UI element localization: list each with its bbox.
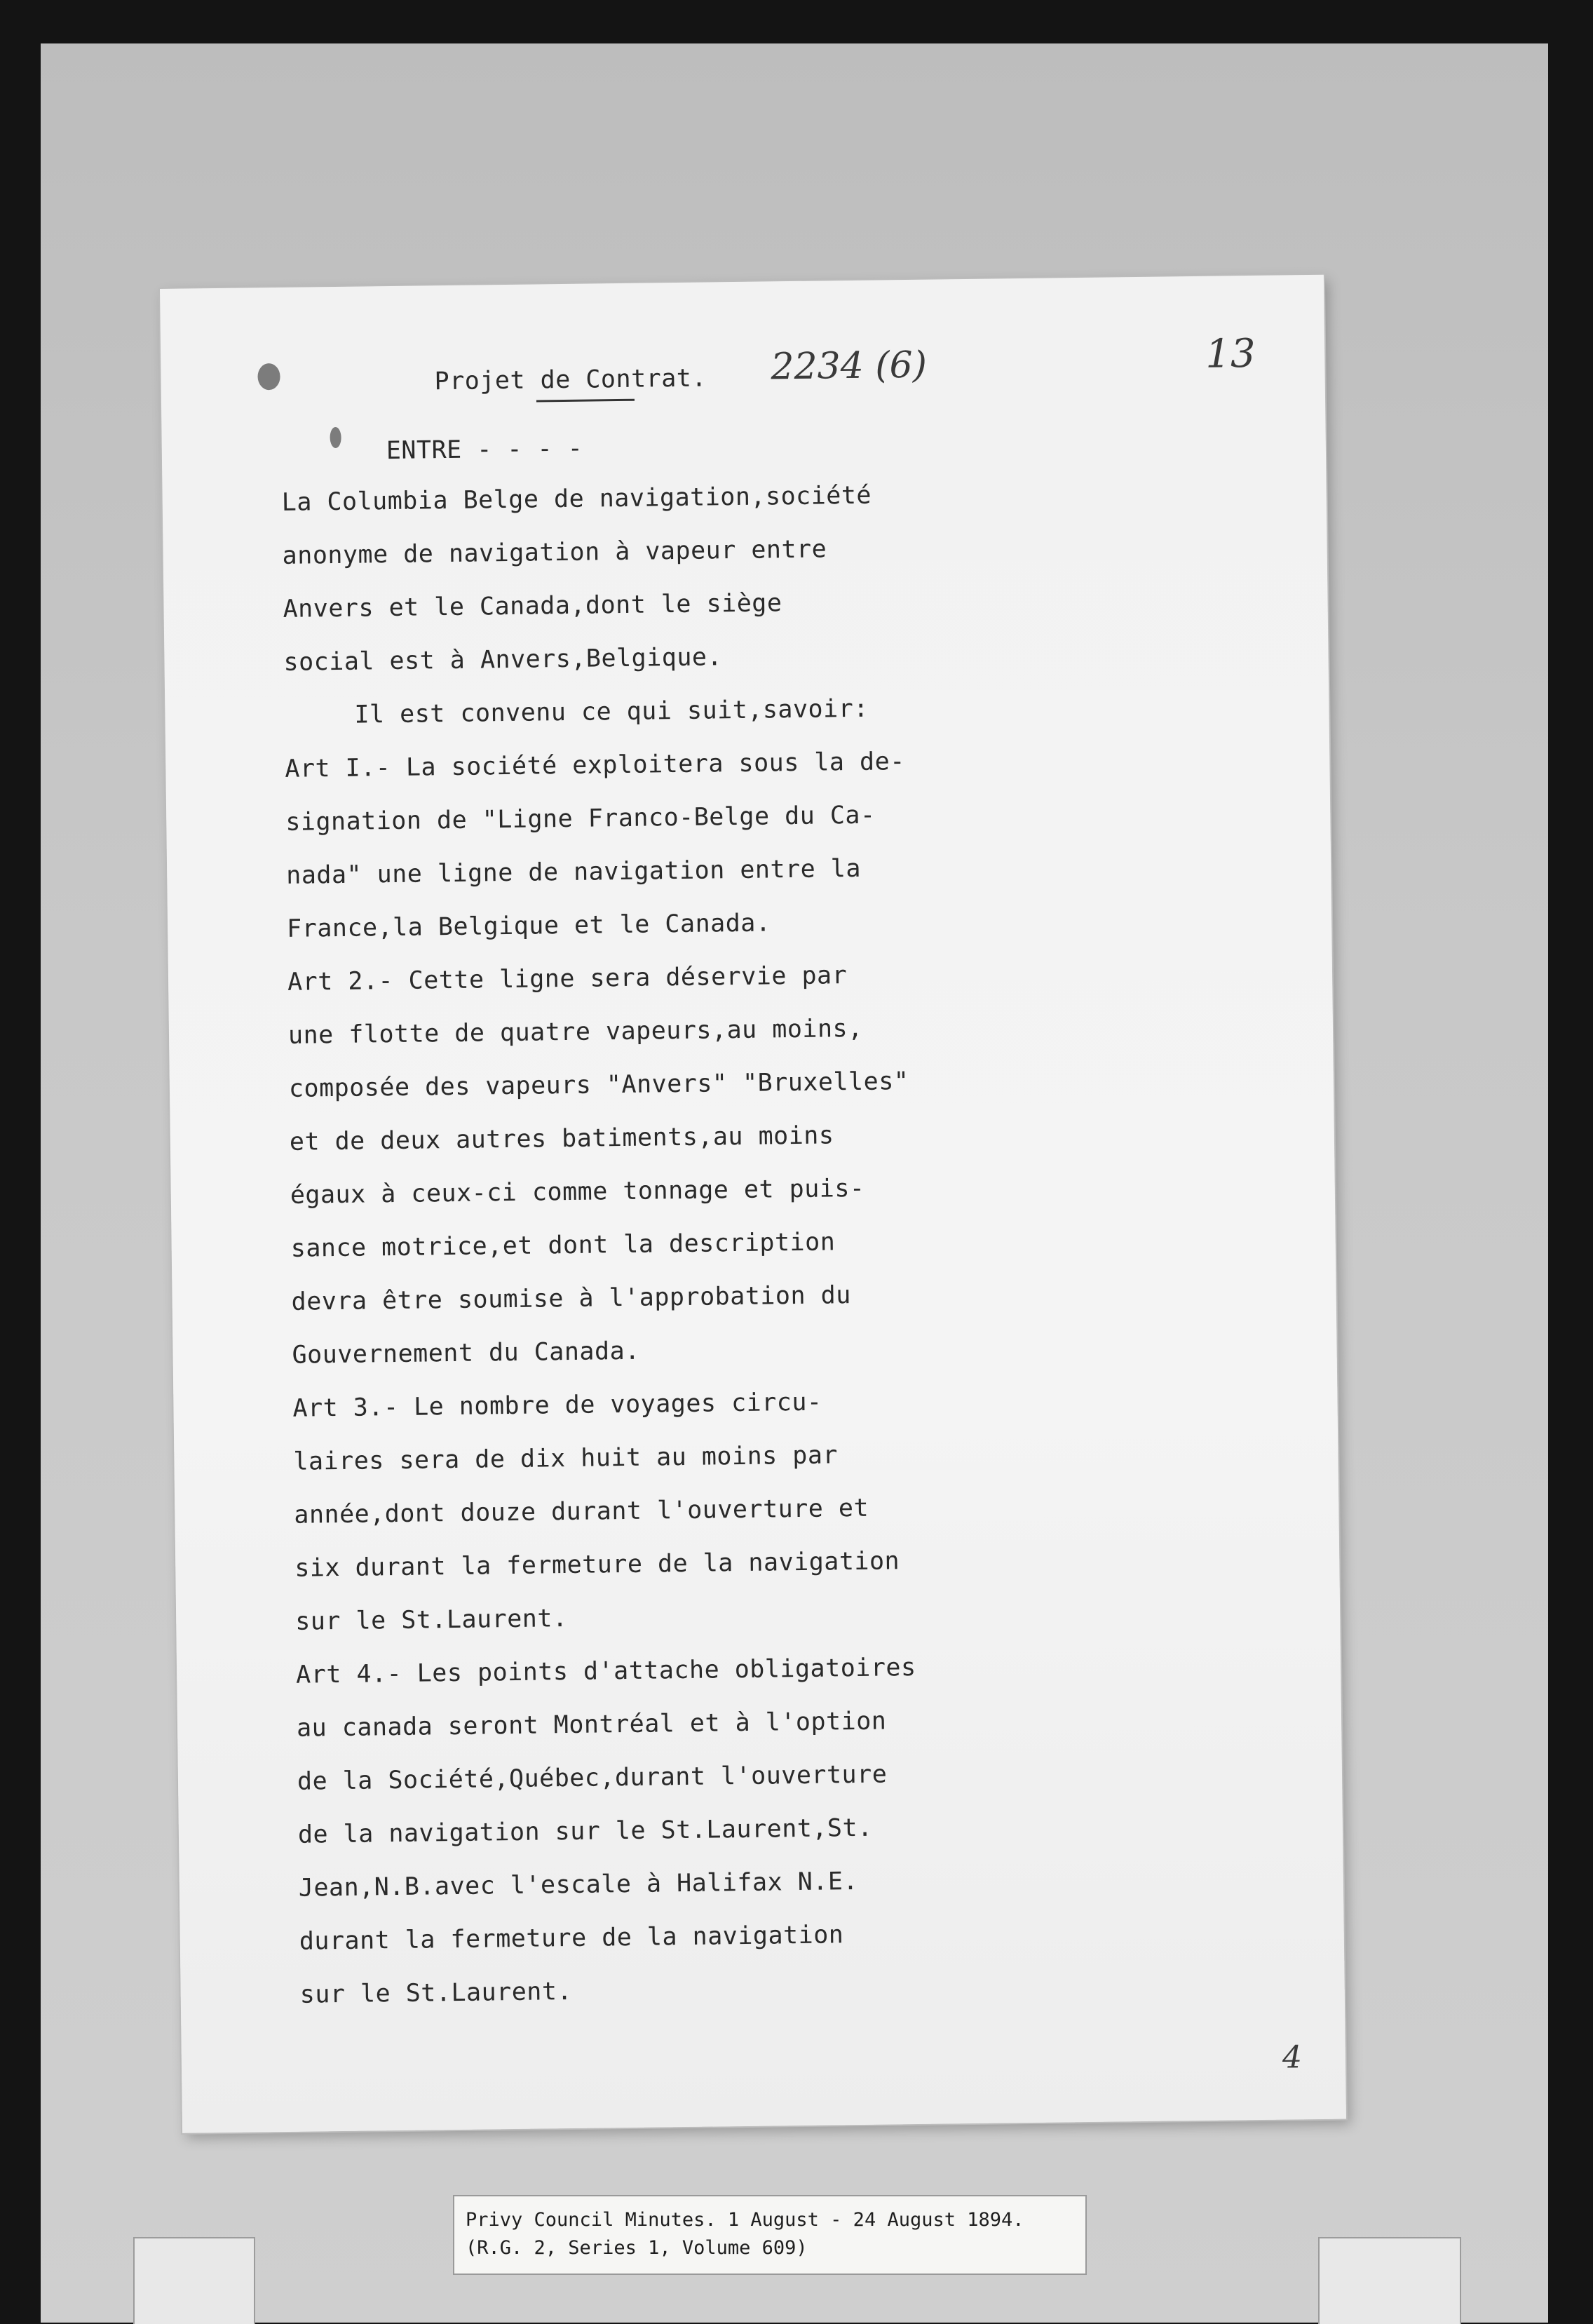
- body-line: de la navigation sur le St.Laurent,St.: [297, 1813, 873, 1849]
- body-line: année,dont douze durant l'ouverture et: [294, 1494, 869, 1529]
- body-line: La Columbia Belge de navigation,société: [281, 481, 872, 517]
- body-line: sur le St.Laurent.: [294, 1604, 568, 1636]
- ink-blot: [330, 427, 341, 448]
- page-title: Projet de Contrat.: [434, 364, 707, 396]
- body-line: nada" une ligne de navigation entre la: [285, 854, 862, 890]
- body-line: Jean,N.B.avec l'escale à Halifax N.E.: [298, 1867, 859, 1903]
- body-line: Gouvernement du Canada.: [292, 1337, 640, 1370]
- body-line: sur le St.Laurent.: [299, 1977, 573, 2009]
- body-line: Art 4.- Les points d'attache obligatoires: [295, 1653, 916, 1689]
- body-line: au canada seront Montréal et à l'option: [296, 1707, 887, 1743]
- body-line: signation de "Ligne Franco-Belge du Ca-: [285, 801, 876, 837]
- body-line: Il est convenu ce qui suit,savoir:: [354, 694, 869, 729]
- body-line: Art I.- La société exploitera sous la de-: [285, 748, 906, 783]
- body-line: anonyme de navigation à vapeur entre: [282, 535, 827, 570]
- body-line: une flotte de quatre vapeurs,au moins,: [287, 1014, 863, 1050]
- corner-mark: 4: [1282, 2039, 1303, 2076]
- ink-blot: [257, 363, 280, 390]
- body-line: devra être soumise à l'approbation du: [291, 1281, 852, 1316]
- body-line: de la Société,Québec,durant l'ouverture: [297, 1760, 888, 1796]
- body-line: ENTRE - - - -: [386, 434, 583, 466]
- body-line: sance motrice,et dont la description: [290, 1228, 836, 1263]
- body-line: six durant la fermeture de la navigation: [294, 1547, 900, 1583]
- body-line: durant la fermeture de la navigation: [299, 1921, 844, 1956]
- body-line: Art 3.- Le nombre de voyages circu-: [292, 1388, 822, 1423]
- binder-clip-left: [133, 2237, 255, 2324]
- body-line: laires sera de dix huit au moins par: [293, 1441, 839, 1476]
- archive-label-line: Privy Council Minutes. 1 August - 24 August 1894.: [466, 2209, 1024, 2231]
- archive-label: [453, 2195, 1087, 2275]
- title-underline: [536, 399, 635, 403]
- document-page: [160, 275, 1346, 2133]
- body-line: composée des vapeurs "Anvers" "Bruxelles": [288, 1067, 909, 1103]
- body-line: et de deux autres batiments,au moins: [289, 1121, 834, 1156]
- page-number: 13: [1205, 330, 1256, 377]
- archive-label-line: (R.G. 2, Series 1, Volume 609): [466, 2237, 808, 2259]
- body-line: Art 2.- Cette ligne sera déservie par: [287, 961, 848, 997]
- body-line: égaux à ceux-ci comme tonnage et puis-: [290, 1174, 865, 1210]
- body-line: social est à Anvers,Belgique.: [283, 643, 723, 677]
- body-line: France,la Belgique et le Canada.: [286, 909, 771, 943]
- binder-clip-right: [1318, 2237, 1461, 2324]
- document-number-annotation: 2234 (6): [771, 344, 928, 389]
- body-line: Anvers et le Canada,dont le siège: [283, 589, 782, 623]
